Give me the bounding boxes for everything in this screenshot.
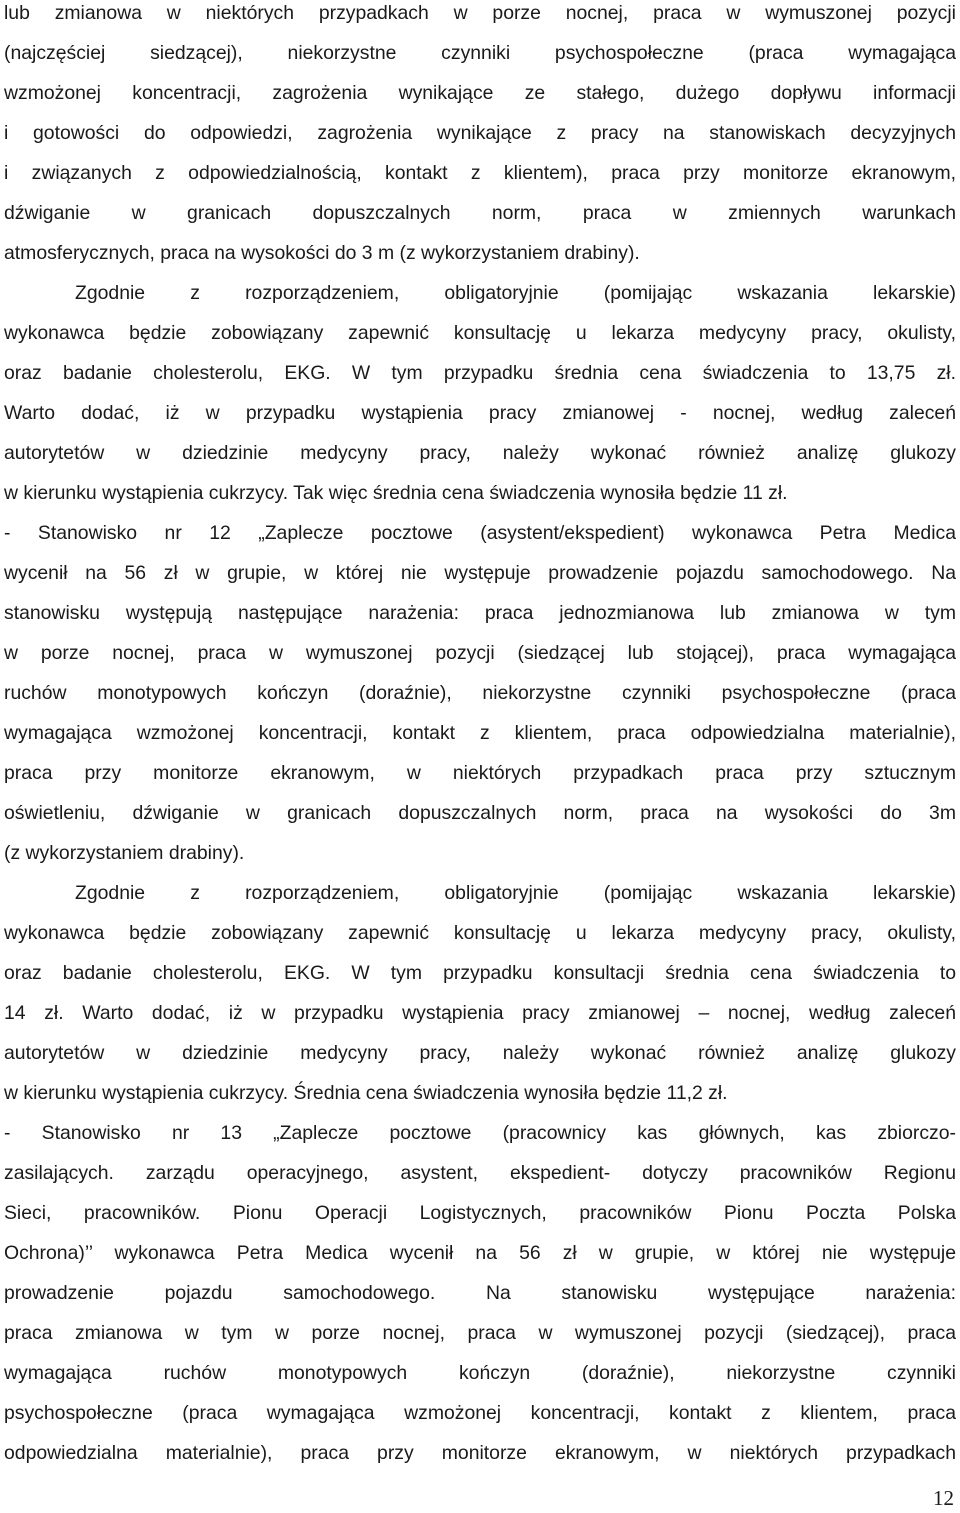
text-line: 14 zł. Warto dodać, iż w przypadku wystąpienia pracy zmianowej – nocnej, według zaleceń	[4, 1002, 956, 1024]
text-line: oświetleniu, dźwiganie w granicach dopuszczalnych norm, praca na wysokości do 3m	[4, 802, 956, 824]
text-line: stanowisku występują następujące narażenia: praca jednozmianowa lub zmianowa w tym	[4, 602, 956, 624]
text-line: Warto dodać, iż w przypadku wystąpienia pracy zmianowej - nocnej, według zaleceń	[4, 402, 956, 424]
text-line: odpowiedzialna materialnie), praca przy monitorze ekranowym, w niektórych przypadkach	[4, 1442, 956, 1464]
text-line: dźwiganie w granicach dopuszczalnych norm, praca w zmiennych warunkach	[4, 202, 956, 224]
paragraph-1	[4, 0, 956, 273]
text-line: oraz badanie cholesterolu, EKG. W tym przypadku średnia cena świadczenia to 13,75 zł.	[4, 362, 956, 384]
text-line: praca zmianowa w tym w porze nocnej, praca w wymuszonej pozycji (siedzącej), praca	[4, 1322, 956, 1344]
text-line: i gotowości do odpowiedzi, zagrożenia wynikające z pracy na stanowiskach decyzyjnych	[4, 122, 956, 144]
text-line: wycenił na 56 zł w grupie, w której nie występuje prowadzenie pojazdu samochodowego. Na	[4, 562, 956, 584]
text-line: - Stanowisko nr 12 „Zaplecze pocztowe (asystent/ekspedient) wykonawca Petra Medica	[4, 522, 956, 544]
text-line: (z wykorzystaniem drabiny).	[4, 842, 245, 864]
document-page	[4, 0, 956, 1473]
text-line: Ochrona)’’ wykonawca Petra Medica wycenił na 56 zł w grupie, w której nie występuje	[4, 1242, 956, 1264]
text-line: (najczęściej siedzącej), niekorzystne czynniki psychospołeczne (praca wymagająca	[4, 42, 956, 64]
text-line: i związanych z odpowiedzialnością, kontakt z klientem), praca przy monitorze ekranowym,	[4, 162, 956, 184]
text-line: wymagająca wzmożonej koncentracji, kontakt z klientem, praca odpowiedzialna materialnie),	[4, 722, 956, 744]
text-line: praca przy monitorze ekranowym, w niektórych przypadkach praca przy sztucznym	[4, 762, 956, 784]
text-line: wymagająca ruchów monotypowych kończyn (doraźnie), niekorzystne czynniki	[4, 1362, 956, 1384]
text-line: Zgodnie z rozporządzeniem, obligatoryjnie (pomijając wskazania lekarskie)	[75, 882, 956, 904]
paragraph-4	[4, 873, 956, 1113]
text-line: atmosferycznych, praca na wysokości do 3 m (z wykorzystaniem drabiny).	[4, 242, 640, 264]
paragraph-3	[4, 513, 956, 873]
text-line: prowadzenie pojazdu samochodowego. Na stanowisku występujące narażenia:	[4, 1282, 956, 1304]
text-line: w porze nocnej, praca w wymuszonej pozycji (siedzącej lub stojącej), praca wymagająca	[4, 642, 956, 664]
text-line: w kierunku wystąpienia cukrzycy. Średnia cena świadczenia wynosiła będzie 11,2 zł.	[4, 1082, 728, 1104]
paragraph-2	[4, 273, 956, 513]
text-line: autorytetów w dziedzinie medycyny pracy, należy wykonać również analizę glukozy	[4, 1042, 956, 1064]
text-line: wzmożonej koncentracji, zagrożenia wynikające ze stałego, dużego dopływu informacji	[4, 82, 956, 104]
text-line: lub zmianowa w niektórych przypadkach w porze nocnej, praca w wymuszonej pozycji	[4, 2, 956, 24]
text-line: oraz badanie cholesterolu, EKG. W tym przypadku konsultacji średnia cena świadczenia to	[4, 962, 956, 984]
text-line: wykonawca będzie zobowiązany zapewnić konsultację u lekarza medycyny pracy, okulisty,	[4, 922, 956, 944]
text-line: Zgodnie z rozporządzeniem, obligatoryjnie (pomijając wskazania lekarskie)	[75, 282, 956, 304]
text-line: - Stanowisko nr 13 „Zaplecze pocztowe (pracownicy kas głównych, kas zbiorczo-	[4, 1122, 956, 1144]
text-line: ruchów monotypowych kończyn (doraźnie), niekorzystne czynniki psychospołeczne (praca	[4, 682, 956, 704]
text-line: autorytetów w dziedzinie medycyny pracy, należy wykonać również analizę glukozy	[4, 442, 956, 464]
text-line: Sieci, pracowników. Pionu Operacji Logistycznych, pracowników Pionu Poczta Polska	[4, 1202, 956, 1224]
text-line: zasilających. zarządu operacyjnego, asystent, ekspedient- dotyczy pracowników Regionu	[4, 1162, 956, 1184]
paragraph-5	[4, 1113, 956, 1473]
text-line: wykonawca będzie zobowiązany zapewnić konsultację u lekarza medycyny pracy, okulisty,	[4, 322, 956, 344]
text-line: psychospołeczne (praca wymagająca wzmożonej koncentracji, kontakt z klientem, praca	[4, 1402, 956, 1424]
text-line: w kierunku wystąpienia cukrzycy. Tak więc średnia cena świadczenia wynosiła będzie 11 zł.	[4, 482, 788, 504]
page-number: 12	[933, 1486, 954, 1510]
